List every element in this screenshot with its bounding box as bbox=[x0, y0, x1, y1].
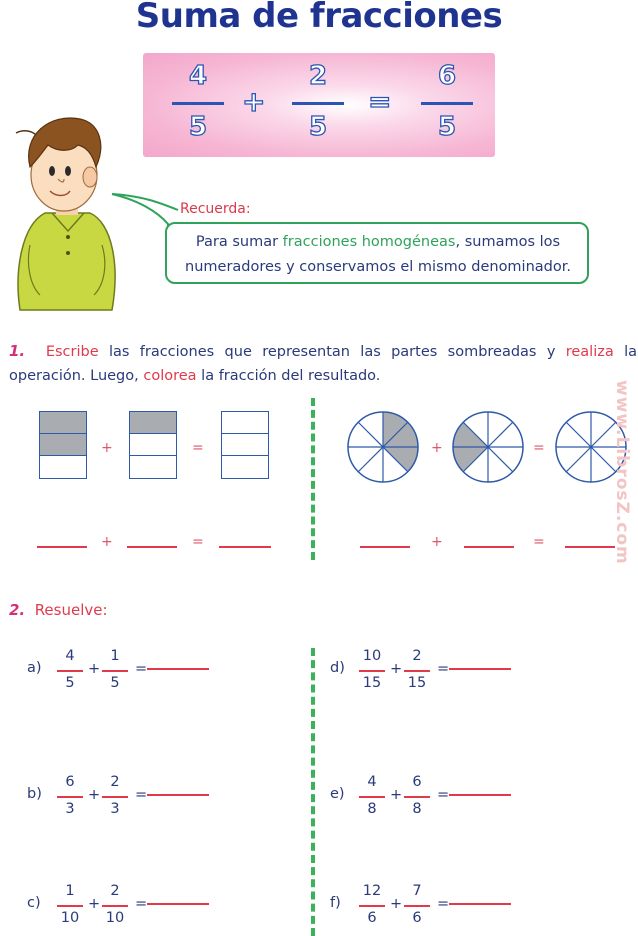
denominator: 15 bbox=[362, 674, 382, 691]
fraction-bar bbox=[359, 905, 385, 907]
numerator: 4 bbox=[65, 648, 75, 664]
fraction-1 bbox=[357, 774, 387, 817]
fraction-bar bbox=[102, 670, 128, 672]
fraction-bar bbox=[102, 796, 128, 798]
fraction-bar bbox=[359, 670, 385, 672]
answer-blank[interactable] bbox=[360, 546, 410, 548]
denominator: 5 bbox=[437, 112, 457, 142]
equals-sign: = bbox=[437, 896, 450, 912]
answer-blank[interactable] bbox=[449, 794, 511, 796]
equals-sign: = bbox=[437, 787, 450, 803]
answer-blank[interactable] bbox=[37, 546, 87, 548]
numerator: 10 bbox=[362, 648, 382, 664]
instruction-part: la operación. Luego, bbox=[9, 344, 637, 384]
item-letter: d) bbox=[330, 660, 345, 676]
item-letter: e) bbox=[330, 786, 345, 802]
denominator: 6 bbox=[367, 909, 377, 926]
denominator: 8 bbox=[412, 800, 422, 817]
fraction-2 bbox=[402, 883, 432, 926]
empty-part bbox=[40, 456, 86, 478]
numerator: 2 bbox=[412, 648, 422, 664]
answer-blank[interactable] bbox=[449, 668, 511, 670]
exercise-2-heading bbox=[9, 601, 108, 619]
instruction-part: las fracciones que representan las partes sombreadas y bbox=[98, 344, 566, 360]
denominator: 10 bbox=[105, 909, 125, 926]
answer-blank[interactable] bbox=[449, 903, 511, 905]
numerator: 12 bbox=[362, 883, 382, 899]
keyword-escribe: Escribe bbox=[45, 344, 99, 360]
denominator: 3 bbox=[110, 800, 120, 817]
dashed-divider bbox=[311, 648, 315, 936]
page-title: Suma de fracciones bbox=[135, 0, 503, 36]
item-letter: c) bbox=[27, 895, 41, 911]
watermark: www.LibrosZ.com bbox=[612, 380, 632, 565]
fraction-circle-2 bbox=[451, 410, 525, 484]
empty-part bbox=[130, 456, 176, 478]
fraction-2 bbox=[100, 774, 130, 817]
boy-illustration bbox=[0, 105, 125, 315]
empty-part bbox=[130, 434, 176, 456]
numerator: 4 bbox=[367, 774, 377, 790]
keyword-colorea: colorea bbox=[143, 368, 197, 384]
denominator: 5 bbox=[308, 112, 328, 142]
fraction-2 bbox=[100, 648, 130, 691]
fraction-bar-model-2 bbox=[129, 411, 177, 479]
shaded-part bbox=[40, 434, 86, 456]
equals-sign: = bbox=[135, 661, 148, 677]
numerator: 6 bbox=[412, 774, 422, 790]
fraction-1 bbox=[55, 648, 85, 691]
shaded-part bbox=[130, 412, 176, 434]
numerator: 4 bbox=[188, 61, 208, 91]
fraction-bar bbox=[404, 905, 430, 907]
fraction-circle-1 bbox=[346, 410, 420, 484]
plus-sign: + bbox=[88, 661, 101, 677]
example-banner bbox=[143, 53, 495, 157]
equals-sign: = bbox=[533, 440, 545, 456]
numerator: 2 bbox=[110, 774, 120, 790]
dashed-divider bbox=[311, 398, 315, 560]
exercise-2-label: Resuelve: bbox=[34, 601, 108, 619]
exercise-1-instructions bbox=[9, 339, 637, 388]
numerator: 6 bbox=[437, 61, 457, 91]
exercise-number: 1. bbox=[9, 342, 26, 360]
plus-sign: + bbox=[101, 534, 113, 550]
denominator: 5 bbox=[188, 112, 208, 142]
plus-sign: + bbox=[431, 534, 443, 550]
plus-sign: + bbox=[431, 440, 443, 456]
plus-sign: + bbox=[88, 896, 101, 912]
reminder-text-end: , sumamos los numeradores y conservamos el mismo denominador. bbox=[185, 234, 571, 275]
keyword-realiza: realiza bbox=[565, 344, 614, 360]
denominator: 3 bbox=[65, 800, 75, 817]
fraction-bar-result[interactable] bbox=[221, 411, 269, 479]
plus-sign: + bbox=[390, 896, 403, 912]
denominator: 5 bbox=[65, 674, 75, 691]
fraction-bar bbox=[292, 102, 344, 105]
fraction-bar bbox=[359, 796, 385, 798]
numerator: 6 bbox=[65, 774, 75, 790]
exercise-number: 2. bbox=[9, 601, 26, 619]
fraction-2 bbox=[402, 648, 432, 691]
fraction-bar bbox=[404, 670, 430, 672]
fraction-bar bbox=[57, 905, 83, 907]
empty-part[interactable] bbox=[222, 412, 268, 434]
fraction-bar bbox=[57, 670, 83, 672]
fraction-1 bbox=[357, 883, 387, 926]
plus-sign: + bbox=[390, 787, 403, 803]
reminder-text bbox=[168, 230, 588, 280]
denominator: 6 bbox=[412, 909, 422, 926]
equals-sign: = bbox=[135, 787, 148, 803]
equals-sign: = bbox=[368, 85, 392, 118]
fraction-1 bbox=[357, 648, 387, 691]
equals-sign: = bbox=[437, 661, 450, 677]
equals-sign: = bbox=[533, 534, 545, 550]
fraction-bar bbox=[172, 102, 224, 105]
answer-blank[interactable] bbox=[464, 546, 514, 548]
fraction-bar bbox=[57, 796, 83, 798]
shaded-part bbox=[40, 412, 86, 434]
reminder-highlight: fracciones homogéneas bbox=[282, 234, 456, 250]
item-letter: f) bbox=[330, 895, 341, 911]
denominator: 15 bbox=[407, 674, 427, 691]
fraction-bar bbox=[102, 905, 128, 907]
denominator: 10 bbox=[60, 909, 80, 926]
reminder-text-start: Para sumar bbox=[195, 234, 283, 250]
numerator: 2 bbox=[308, 61, 328, 91]
numerator: 1 bbox=[110, 648, 120, 664]
numerator: 2 bbox=[110, 883, 120, 899]
numerator: 1 bbox=[65, 883, 75, 899]
item-letter: a) bbox=[27, 660, 42, 676]
fraction-1 bbox=[55, 883, 85, 926]
answer-blank[interactable] bbox=[127, 546, 177, 548]
numerator: 7 bbox=[412, 883, 422, 899]
fraction-2 bbox=[100, 883, 130, 926]
fraction-bar bbox=[404, 796, 430, 798]
plus-sign: + bbox=[88, 787, 101, 803]
fraction-2 bbox=[402, 774, 432, 817]
plus-sign: + bbox=[101, 440, 113, 456]
answer-blank[interactable] bbox=[219, 546, 271, 548]
plus-sign: + bbox=[390, 661, 403, 677]
equals-sign: = bbox=[192, 534, 204, 550]
denominator: 8 bbox=[367, 800, 377, 817]
answer-blank[interactable] bbox=[147, 668, 209, 670]
reminder-label: Recuerda: bbox=[180, 201, 251, 217]
empty-part[interactable] bbox=[222, 456, 268, 478]
equals-sign: = bbox=[192, 440, 204, 456]
denominator: 5 bbox=[110, 674, 120, 691]
instruction-part: la fracción del resultado. bbox=[196, 368, 381, 384]
fraction-bar bbox=[421, 102, 473, 105]
fraction-1 bbox=[55, 774, 85, 817]
empty-part[interactable] bbox=[222, 434, 268, 456]
answer-blank[interactable] bbox=[147, 903, 209, 905]
equals-sign: = bbox=[135, 896, 148, 912]
plus-sign: + bbox=[242, 85, 266, 118]
item-letter: b) bbox=[27, 786, 42, 802]
answer-blank[interactable] bbox=[147, 794, 209, 796]
fraction-bar-model-1 bbox=[39, 411, 87, 479]
